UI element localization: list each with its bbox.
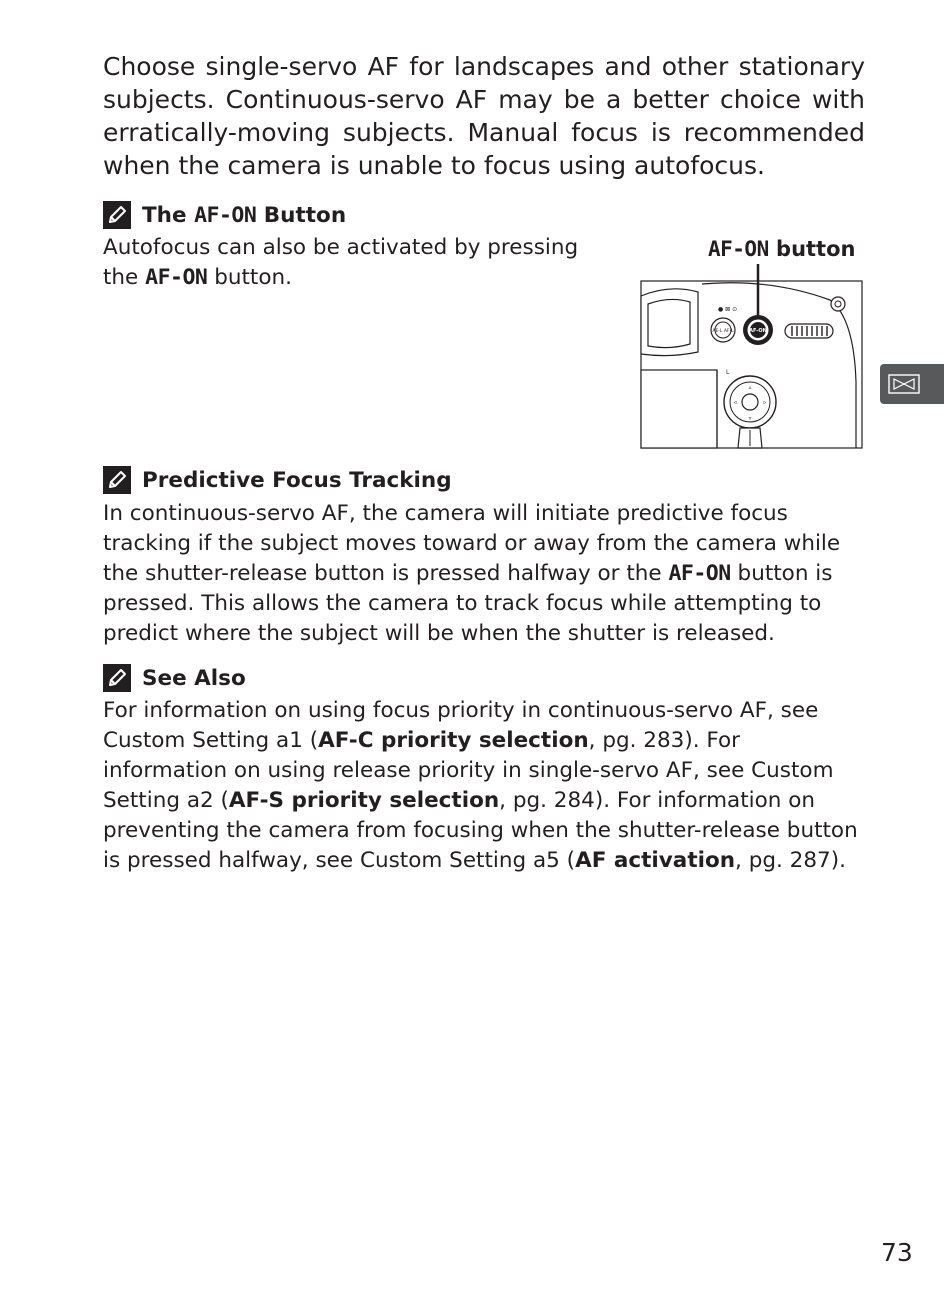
af-on-body-pre: Autofocus can also be activated by pressing the [103, 235, 579, 290]
caption-key: AF-ON [708, 237, 769, 261]
pencil-note-icon [103, 466, 131, 494]
af-on-note-heading [103, 200, 346, 230]
svg-text:▹: ▹ [763, 399, 767, 406]
intro-paragraph: Choose single-servo AF for landscapes and other stationary subjects. Continuous-servo AF may be a better choice with erratically-moving subjects. Manual focus is recommended when the camera is unable to focus using autofocus. [103, 52, 865, 180]
svg-text:▿: ▿ [748, 415, 752, 422]
predictive-note-body [103, 499, 865, 649]
svg-text:◃: ◃ [733, 399, 737, 406]
see-also-text-4: , pg. 287). [735, 848, 846, 873]
focus-mode-tab [880, 364, 944, 404]
see-also-text-1: For information on using focus priority in continuous-servo AF, see Custom Setting a1 ( [103, 698, 819, 753]
focus-mode-tab-icon [888, 373, 920, 395]
af-activation-ref: AF activation [575, 848, 736, 873]
camera-back-illustration [640, 262, 864, 450]
af-on-body-key: AF-ON [145, 265, 208, 290]
svg-text:● ⊠ ⊙: ● ⊠ ⊙ [718, 306, 738, 313]
af-on-figure-caption [708, 237, 855, 261]
pencil-note-icon [103, 201, 131, 229]
see-also-note-body [103, 696, 865, 876]
af-c-priority-ref: AF-C priority selection [318, 728, 589, 753]
ael-afl-label: AE-L AF-L [712, 329, 734, 334]
see-also-text-3: , pg. 284). For information on preventing the camera from focusing when the shutter-release button is pressed halfway, see Custom Setting a5 ( [103, 788, 858, 873]
svg-text:L: L [726, 369, 730, 376]
caption-post: button [776, 237, 856, 261]
predictive-body-pre: In continuous-servo AF, the camera will initiate predictive focus tracking if the subject moves toward or away from the camera while the shutter-release button is pressed halfway or the [103, 501, 841, 586]
af-on-body-post: button. [214, 265, 292, 290]
af-on-title-pre: The [142, 202, 187, 228]
af-on-title-post: Button [263, 202, 347, 228]
predictive-body-post: button is pressed. This allows the camera to track focus while attempting to predict where the subject will be when the shutter is released. [103, 561, 833, 646]
see-also-title: See Also [142, 665, 246, 691]
af-s-priority-ref: AF-S priority selection [228, 788, 500, 813]
see-also-note-heading [103, 663, 246, 693]
page-number: 73 [881, 1238, 913, 1267]
see-also-text-2: , pg. 283). For information on using release priority in single-servo AF, see Custom Setting a2 ( [103, 728, 834, 813]
af-on-button-label: AF-ON [749, 328, 767, 334]
predictive-title: Predictive Focus Tracking [142, 467, 452, 493]
pencil-note-icon [103, 664, 131, 692]
svg-text:▵: ▵ [748, 384, 752, 391]
predictive-note-heading [103, 465, 452, 495]
predictive-body-key: AF-ON [668, 561, 731, 586]
af-on-title-key: AF-ON [194, 202, 257, 228]
af-on-note-body [103, 233, 603, 293]
